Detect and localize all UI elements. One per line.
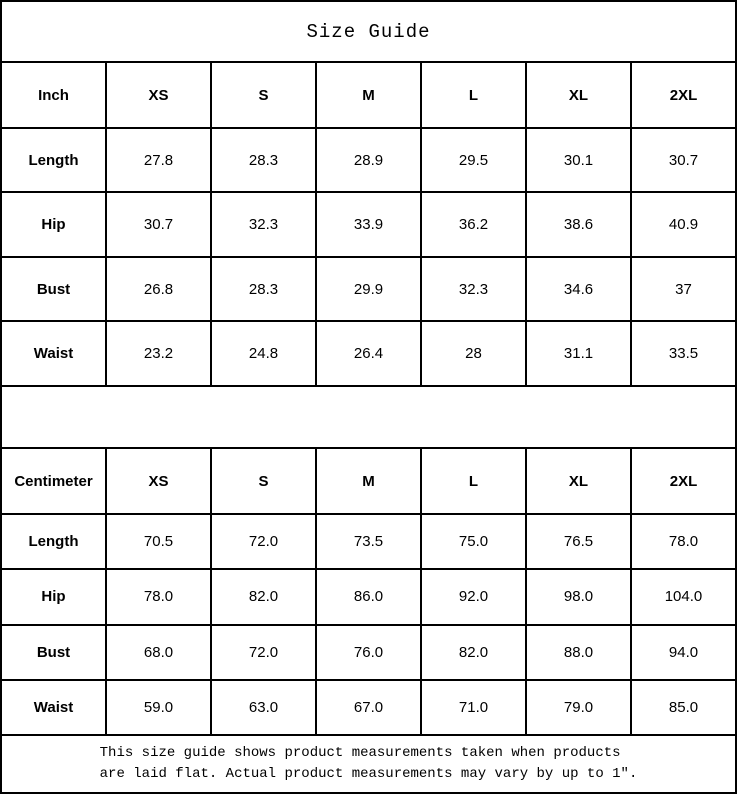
size-header-xl: XL bbox=[526, 62, 631, 127]
size-header-xl: XL bbox=[526, 448, 631, 513]
table-row-cm-length bbox=[1, 514, 736, 569]
measurement-value: 68.0 bbox=[106, 625, 211, 680]
size-header-l: L bbox=[421, 448, 526, 513]
spacer-cell bbox=[1, 386, 736, 448]
footer-note-line1: This size guide shows product measurements taken when products bbox=[99, 745, 621, 762]
table-row-inch-bust bbox=[1, 257, 736, 321]
size-header-xs: XS bbox=[106, 448, 211, 513]
measurement-value: 40.9 bbox=[631, 192, 736, 256]
row-label: Hip bbox=[1, 569, 106, 624]
measurement-value: 85.0 bbox=[631, 680, 736, 735]
measurement-value: 32.3 bbox=[211, 192, 316, 256]
measurement-value: 78.0 bbox=[631, 514, 736, 569]
measurement-value: 76.5 bbox=[526, 514, 631, 569]
measurement-value: 33.5 bbox=[631, 321, 736, 385]
measurement-value: 86.0 bbox=[316, 569, 421, 624]
measurement-value: 104.0 bbox=[631, 569, 736, 624]
size-header-m: M bbox=[316, 448, 421, 513]
measurement-value: 59.0 bbox=[106, 680, 211, 735]
measurement-value: 31.1 bbox=[526, 321, 631, 385]
row-label: Waist bbox=[1, 321, 106, 385]
size-header-s: S bbox=[211, 62, 316, 127]
row-label: Length bbox=[1, 128, 106, 192]
measurement-value: 88.0 bbox=[526, 625, 631, 680]
measurement-value: 76.0 bbox=[316, 625, 421, 680]
measurement-value: 26.8 bbox=[106, 257, 211, 321]
size-header-2xl: 2XL bbox=[631, 448, 736, 513]
inch-unit-header: Inch bbox=[1, 62, 106, 127]
measurement-value: 73.5 bbox=[316, 514, 421, 569]
table-row-inch-length bbox=[1, 128, 736, 192]
row-label: Hip bbox=[1, 192, 106, 256]
measurement-value: 23.2 bbox=[106, 321, 211, 385]
measurement-value: 34.6 bbox=[526, 257, 631, 321]
size-header-l: L bbox=[421, 62, 526, 127]
measurement-value: 30.7 bbox=[106, 192, 211, 256]
measurement-value: 28.3 bbox=[211, 257, 316, 321]
measurement-value: 70.5 bbox=[106, 514, 211, 569]
measurement-value: 98.0 bbox=[526, 569, 631, 624]
measurement-value: 72.0 bbox=[211, 514, 316, 569]
size-header-xs: XS bbox=[106, 62, 211, 127]
row-label: Length bbox=[1, 514, 106, 569]
measurement-value: 94.0 bbox=[631, 625, 736, 680]
measurement-value: 30.7 bbox=[631, 128, 736, 192]
measurement-value: 82.0 bbox=[421, 625, 526, 680]
measurement-value: 29.9 bbox=[316, 257, 421, 321]
measurement-value: 36.2 bbox=[421, 192, 526, 256]
measurement-value: 82.0 bbox=[211, 569, 316, 624]
measurement-value: 28 bbox=[421, 321, 526, 385]
spacer-row bbox=[1, 386, 736, 448]
measurement-value: 71.0 bbox=[421, 680, 526, 735]
measurement-value: 28.3 bbox=[211, 128, 316, 192]
measurement-value: 28.9 bbox=[316, 128, 421, 192]
measurement-value: 32.3 bbox=[421, 257, 526, 321]
measurement-value: 27.8 bbox=[106, 128, 211, 192]
measurement-value: 67.0 bbox=[316, 680, 421, 735]
measurement-value: 24.8 bbox=[211, 321, 316, 385]
table-row-inch-waist bbox=[1, 321, 736, 385]
table-row-inch-hip bbox=[1, 192, 736, 256]
inch-header-row bbox=[1, 62, 736, 127]
measurement-value: 29.5 bbox=[421, 128, 526, 192]
table-row-cm-bust bbox=[1, 625, 736, 680]
centimeter-unit-header: Centimeter bbox=[1, 448, 106, 513]
row-label: Bust bbox=[1, 625, 106, 680]
table-row-cm-waist bbox=[1, 680, 736, 735]
measurement-value: 37 bbox=[631, 257, 736, 321]
footer-note-text bbox=[100, 743, 638, 785]
footer-row bbox=[1, 735, 736, 793]
measurement-value: 78.0 bbox=[106, 569, 211, 624]
measurement-value: 38.6 bbox=[526, 192, 631, 256]
measurement-value: 33.9 bbox=[316, 192, 421, 256]
table-row-cm-hip bbox=[1, 569, 736, 624]
measurement-value: 79.0 bbox=[526, 680, 631, 735]
measurement-value: 63.0 bbox=[211, 680, 316, 735]
size-header-m: M bbox=[316, 62, 421, 127]
size-header-2xl: 2XL bbox=[631, 62, 736, 127]
measurement-value: 30.1 bbox=[526, 128, 631, 192]
page-title: Size Guide bbox=[1, 1, 736, 62]
measurement-value: 92.0 bbox=[421, 569, 526, 624]
measurement-value: 72.0 bbox=[211, 625, 316, 680]
footer-note-line2: are laid flat. Actual product measurements may vary by up to 1″. bbox=[99, 766, 638, 783]
centimeter-header-row bbox=[1, 448, 736, 513]
row-label: Waist bbox=[1, 680, 106, 735]
size-header-s: S bbox=[211, 448, 316, 513]
footer-note bbox=[1, 735, 736, 793]
row-label: Bust bbox=[1, 257, 106, 321]
measurement-value: 75.0 bbox=[421, 514, 526, 569]
measurement-value: 26.4 bbox=[316, 321, 421, 385]
